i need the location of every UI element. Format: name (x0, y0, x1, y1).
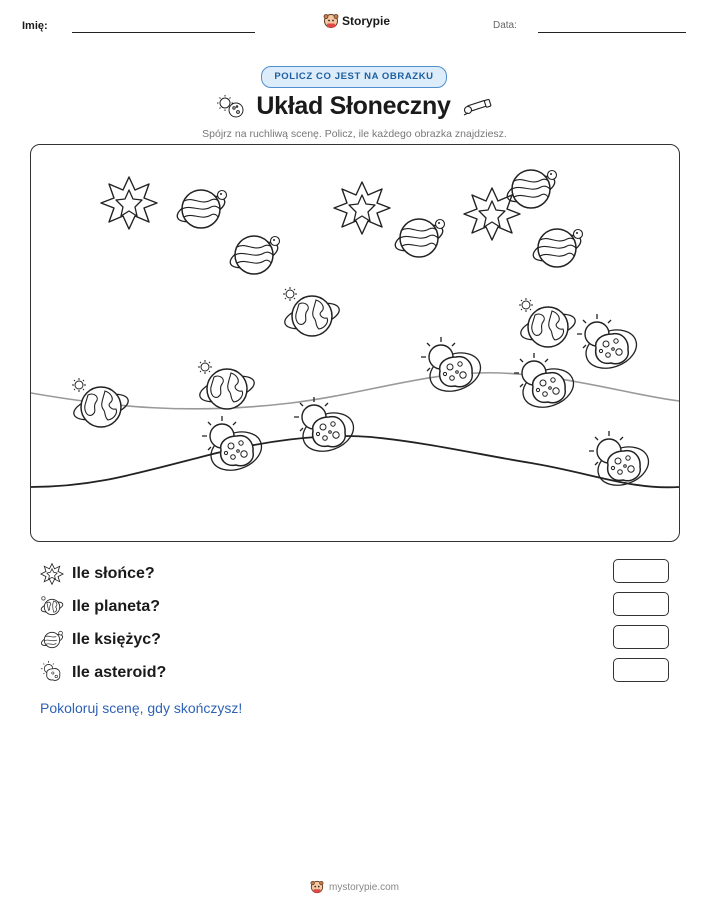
storypie-logo (323, 13, 390, 29)
question-row-moon (40, 628, 161, 652)
name-label: Imię: (22, 20, 48, 32)
footer (0, 880, 709, 894)
answer-box-planet[interactable] (613, 592, 669, 616)
counting-scene[interactable] (30, 144, 680, 542)
mascot-icon (310, 880, 324, 894)
question-label: Ile słońce? (72, 565, 155, 582)
date-field[interactable] (538, 32, 686, 33)
title-row (0, 92, 709, 121)
sun-icon (40, 562, 64, 586)
brand-name: Storypie (342, 14, 391, 28)
moon-icon (40, 628, 64, 652)
question-label: Ile asteroid? (72, 664, 167, 681)
question-row-sun (40, 562, 155, 586)
answer-box-moon[interactable] (613, 625, 669, 649)
sun-planet-icon (216, 94, 246, 120)
name-field[interactable] (72, 32, 255, 33)
coloring-instruction: Pokoloruj scenę, gdy skończysz! (40, 700, 243, 716)
footer-url: mystorypie.com (328, 881, 399, 893)
question-label: Ile księżyc? (72, 631, 161, 648)
page-subtitle: Spójrz na ruchliwą scenę. Policz, ile każdego obrazka znajdziesz. (202, 128, 507, 140)
telescope-icon (461, 98, 493, 116)
question-label: Ile planeta? (72, 598, 161, 615)
planet-icon (40, 595, 64, 619)
scene-illustration (31, 145, 679, 541)
mascot-icon (323, 13, 339, 29)
worksheet-badge: POLICZ CO JEST NA OBRAZKU (261, 66, 447, 88)
page-title: Układ Słoneczny (256, 92, 451, 120)
question-row-planet (40, 595, 160, 619)
question-row-asteroid (40, 661, 166, 685)
asteroid-icon (40, 661, 64, 685)
answer-box-sun[interactable] (613, 559, 669, 583)
answer-box-asteroid[interactable] (613, 658, 669, 682)
date-label: Data: (493, 20, 517, 31)
